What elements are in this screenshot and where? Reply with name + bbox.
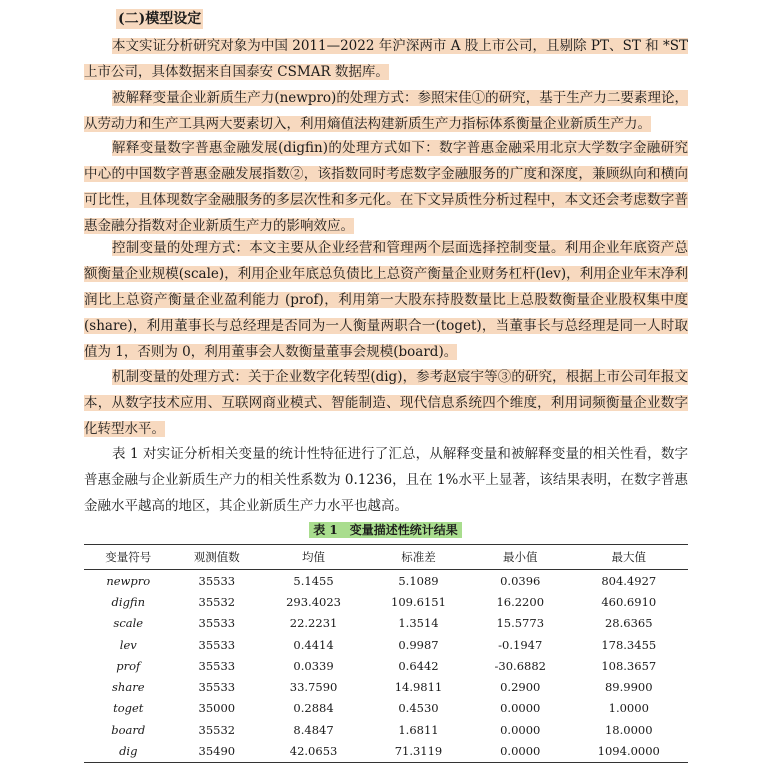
table-cell: 89.9900 [604, 680, 653, 695]
table-cell: 0.0396 [500, 573, 541, 588]
paragraph-dependent-variable [84, 85, 688, 137]
table-cell: board [111, 722, 146, 737]
table-cell: 108.3657 [601, 658, 657, 673]
table-cell: scale [113, 616, 144, 631]
table-cell: 71.3119 [366, 740, 471, 762]
column-header: 标准差 [366, 545, 471, 570]
column-header: 均值 [261, 545, 366, 570]
table-cell: share [112, 680, 145, 695]
table-cell: 0.4530 [398, 701, 439, 716]
table-cell: 15.5773 [496, 616, 545, 631]
table-cell: 5.1455 [293, 573, 334, 588]
table-cell: prof [116, 658, 141, 673]
table-cell: 5.1089 [398, 573, 439, 588]
table-cell: 35533 [198, 680, 236, 695]
section-heading: (二)模型设定 [118, 11, 202, 27]
table-cell: 0.0000 [471, 740, 570, 762]
paragraph-text: 机制变量的处理方式：关于企业数字化转型(dig)，参考赵宸宇等③的研究，根据上市公司年报文本，从数字技术应用、互联网商业模式、智能制造、现代信息系统四个维度，利用词频衡量企业数字化转型水平。 [84, 369, 688, 437]
paragraph-explanatory-variable [84, 135, 688, 239]
table-row [84, 570, 688, 592]
table-cell: 35533 [198, 658, 236, 673]
table-cell: 35000 [198, 701, 236, 716]
table-cell: 0.2900 [500, 680, 541, 695]
table-cell: 35532 [198, 594, 236, 609]
table-cell: 35533 [198, 573, 236, 588]
table-cell: 16.2200 [496, 594, 545, 609]
table-cell: -30.6882 [494, 658, 546, 673]
paragraph-control-variables [84, 235, 688, 365]
paragraph-sample [84, 33, 688, 85]
column-header: 最大值 [570, 545, 688, 570]
table-cell: 18.0000 [604, 722, 653, 737]
table-cell: -0.1947 [498, 637, 543, 652]
table-cell: 22.2231 [289, 616, 338, 631]
table-cell: 0.0000 [500, 722, 541, 737]
table-cell: 35490 [173, 740, 262, 762]
paragraph-summary [84, 441, 688, 519]
table-cell: 109.6151 [391, 594, 446, 609]
paragraph-text: 被解释变量企业新质生产力(newpro)的处理方式：参照宋佳①的研究，基于生产力二要素理论，从劳动力和生产工具两大要素切入，利用熵值法构建新质生产力指标体系衡量企业新质生产力。 [84, 90, 688, 132]
paragraph-mechanism-variable [84, 364, 688, 442]
table-row [84, 740, 688, 762]
table-cell: 0.6442 [398, 658, 439, 673]
table-row [84, 719, 688, 740]
column-header: 最小值 [471, 545, 570, 570]
table-row [84, 698, 688, 719]
table-cell: 1094.0000 [570, 740, 688, 762]
table-cell: 35533 [198, 616, 236, 631]
table-cell: 35532 [198, 722, 236, 737]
table-caption-text: 表 1 变量描述性统计结果 [309, 522, 462, 538]
table-cell: 0.0000 [500, 701, 541, 716]
table-cell: 460.6910 [601, 594, 657, 609]
table-cell: 804.4927 [601, 573, 657, 588]
table-cell: 0.2884 [293, 701, 334, 716]
table-cell: 33.7590 [289, 680, 338, 695]
column-header: 变量符号 [84, 545, 173, 570]
table-row [84, 676, 688, 697]
table-row [84, 613, 688, 634]
paragraph-text: 控制变量的处理方式：本文主要从企业经营和管理两个层面选择控制变量。利用企业年底资产总额衡量企业规模(scale)，利用企业年底总负债比上总资产衡量企业财务杠杆(lev)，利用企业年末净利润比上总资产衡量企业盈利能力 (prof)，利用第一大股东持股数量比上总股数衡量企业股权集中度(share)，利用董事长与总经理是否同为一人衡量两职合一(toget)，当董事长与总经理是同一人时取值为 1，否则为 0，利用董事会人数衡量董事会规模(board)。 [84, 240, 688, 360]
paragraph-text: 解释变量数字普惠金融发展(digfin)的处理方式如下：数字普惠金融采用北京大学数字金融研究中心的中国数字普惠金融发展指数②，该指数同时考虑数字金融服务的广度和深度，兼顾纵向和横向可比性，且体现数字金融服务的多层次性和多元化。在下文异质性分析过程中，本文还会考虑数字普惠金融分指数对企业新质生产力的影响效应。 [84, 140, 688, 234]
table-caption [0, 521, 771, 538]
table-row [84, 591, 688, 612]
table-cell: digfin [111, 594, 146, 609]
table-cell: 1.6811 [398, 722, 439, 737]
table-cell: 42.0653 [261, 740, 366, 762]
table-cell: toget [113, 701, 144, 716]
paragraph-text: 表 1 对实证分析相关变量的统计性特征进行了汇总，从解释变量和被解释变量的相关性看，数字普惠金融与企业新质生产力的相关性系数为 0.1236，且在 1%水平上显著，该结果表明，在数字普惠金融水平越高的地区，其企业新质生产力水平也越高。 [84, 446, 688, 514]
table-cell: 293.4023 [286, 594, 341, 609]
table-cell: 0.9987 [398, 637, 439, 652]
table-cell: 178.3455 [601, 637, 657, 652]
table-cell: 14.9811 [394, 680, 443, 695]
paragraph-text: 本文实证分析研究对象为中国 2011—2022 年沪深两市 A 股上市公司，且剔除 PT、ST 和 *ST 上市公司，具体数据来自国泰安 CSMAR 数据库。 [84, 38, 688, 80]
table-cell: 0.4414 [293, 637, 334, 652]
table-cell: 1.0000 [608, 701, 649, 716]
table-cell: 35533 [198, 637, 236, 652]
table-header-row [84, 545, 688, 570]
table-cell: newpro [106, 573, 151, 588]
table-cell: dig [84, 740, 173, 762]
table-cell: 28.6365 [604, 616, 653, 631]
table-row [84, 634, 688, 655]
table-cell: 1.3514 [398, 616, 439, 631]
column-header: 观测值数 [173, 545, 262, 570]
table-cell: 0.0339 [293, 658, 334, 673]
table-row [84, 655, 688, 676]
descriptive-statistics-table [84, 544, 688, 763]
table-cell: lev [119, 637, 137, 652]
table-cell: 8.4847 [293, 722, 334, 737]
